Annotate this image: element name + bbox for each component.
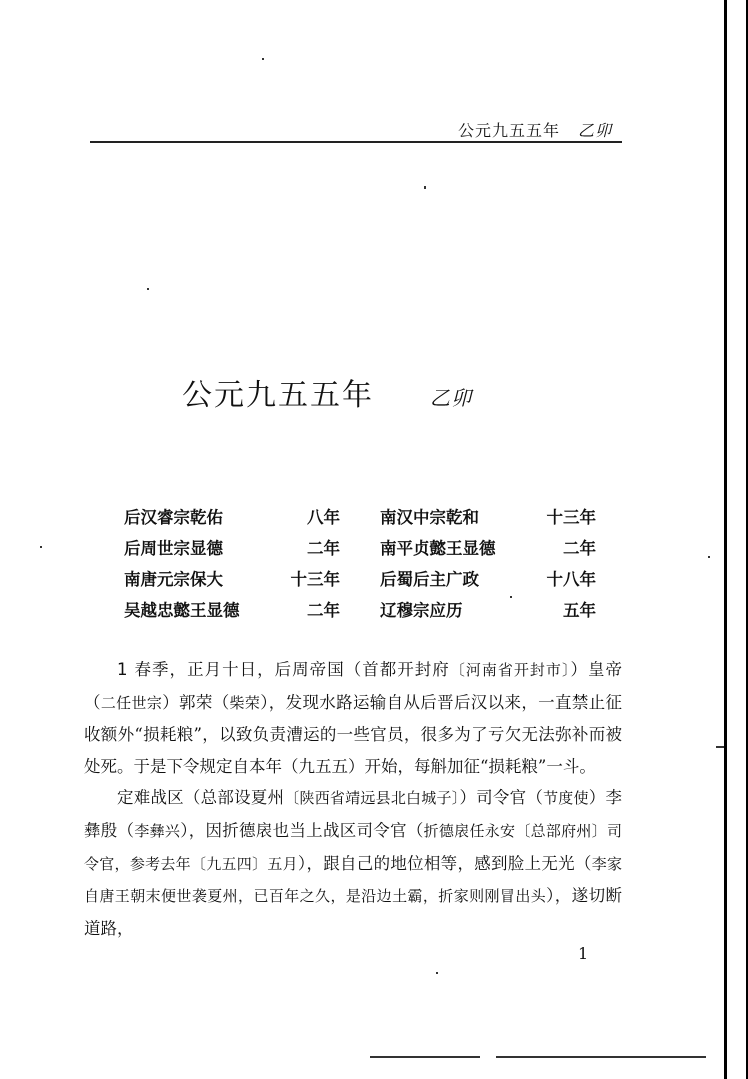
reign-row: [124, 593, 596, 624]
reign-name: 南汉中宗乾和: [380, 507, 479, 527]
paragraph-1: [84, 654, 622, 782]
text-run: ），因折德扆也当上战区司令官（: [180, 820, 424, 840]
text-run: ），遂切断道路，: [84, 886, 622, 938]
reign-year: 二年: [307, 600, 340, 620]
reign-row: [124, 531, 596, 562]
text-run: ）郭荣（: [162, 692, 230, 712]
reign-name: 后汉睿宗乾佑: [124, 507, 223, 527]
page-number: 1: [578, 944, 589, 963]
text-run: ）司令官（: [459, 788, 544, 808]
scan-speck: [40, 546, 42, 548]
scan-speck: [424, 186, 426, 189]
reign-name: 南平贞懿王显德: [380, 538, 496, 558]
annotation: 折德扆任永安〔总部府州〕司令官，参考去年〔九五四〕五月: [84, 821, 622, 873]
chapter-title-ganzhi: 乙卯: [430, 386, 472, 410]
annotation: 〔陕西省靖远县北白城子〕: [284, 789, 460, 808]
text-run: 春季，正月十日，后周帝国（首都开封府: [133, 660, 450, 679]
reign-year: 八年: [307, 507, 340, 527]
paragraph-number: 1: [117, 660, 128, 679]
text-run: ）皇帝（: [84, 660, 623, 712]
reign-entry: [124, 597, 340, 621]
running-head-year: 公元九五五年: [457, 121, 560, 140]
reign-name: 后蜀后主广政: [380, 569, 479, 589]
reign-year: 十八年: [546, 569, 596, 589]
text-run: ），跟自己的地位相等，感到脸上无光（: [297, 853, 592, 873]
reign-name: 南唐元宗保大: [124, 569, 223, 589]
page-edge-shadow: [724, 0, 727, 1079]
annotation: 二任世宗: [100, 693, 163, 712]
text-run: ）李彝殷（: [84, 788, 622, 840]
reign-row: [124, 562, 596, 593]
scan-artifact-line: [370, 1056, 480, 1058]
paragraph-2: [84, 782, 622, 944]
scan-speck: [262, 58, 264, 60]
reign-name: 辽穆宗应历: [380, 600, 463, 620]
annotation: 〔河南省开封市〕: [449, 661, 571, 679]
reign-row: [124, 500, 596, 531]
annotation: 柴荣: [229, 693, 261, 712]
header-rule: [90, 141, 622, 143]
reign-table: [124, 500, 596, 624]
scan-artifact-line: [496, 1056, 706, 1058]
reign-year: 五年: [563, 600, 596, 620]
scan-speck: [510, 596, 512, 598]
reign-entry: [380, 566, 596, 590]
chapter-title-year: 公元九五五年: [182, 378, 374, 413]
scan-speck: [147, 288, 149, 290]
text-run: ），发现水路运输自从后晋后汉以来，一直禁止征收额外“损耗粮”，以致负责漕运的一些官员，很多为了亏欠无法弥补而被处死。于是下令规定自本年（九五五）开始，每斛加征“损耗粮”一斗。: [84, 692, 622, 776]
reign-year: 二年: [563, 538, 596, 558]
running-head: [458, 118, 612, 141]
annotation: 李彝兴: [134, 821, 181, 840]
chapter-title: [182, 370, 472, 414]
body-text: [84, 654, 622, 944]
reign-year: 十三年: [546, 507, 596, 527]
reign-year: 二年: [307, 538, 340, 558]
running-head-ganzhi: 乙卯: [577, 121, 612, 140]
reign-entry: [124, 504, 340, 528]
scan-speck: [716, 746, 724, 748]
scan-speck: [708, 556, 710, 558]
annotation: 节度使: [543, 789, 589, 808]
text-run: 定难战区（总部设夏州: [117, 788, 285, 808]
scan-speck: [436, 972, 438, 974]
reign-name: 吴越忠懿王显德: [124, 600, 240, 620]
reign-entry: [380, 535, 596, 559]
annotation: 李家自唐王朝末便世袭夏州，已百年之久，是沿边土霸，折家则刚冒出头: [84, 854, 622, 906]
reign-entry: [380, 597, 596, 621]
reign-entry: [380, 504, 596, 528]
reign-entry: [124, 566, 340, 590]
reign-year: 十三年: [290, 569, 340, 589]
reign-entry: [124, 535, 340, 559]
reign-name: 后周世宗显德: [124, 538, 223, 558]
